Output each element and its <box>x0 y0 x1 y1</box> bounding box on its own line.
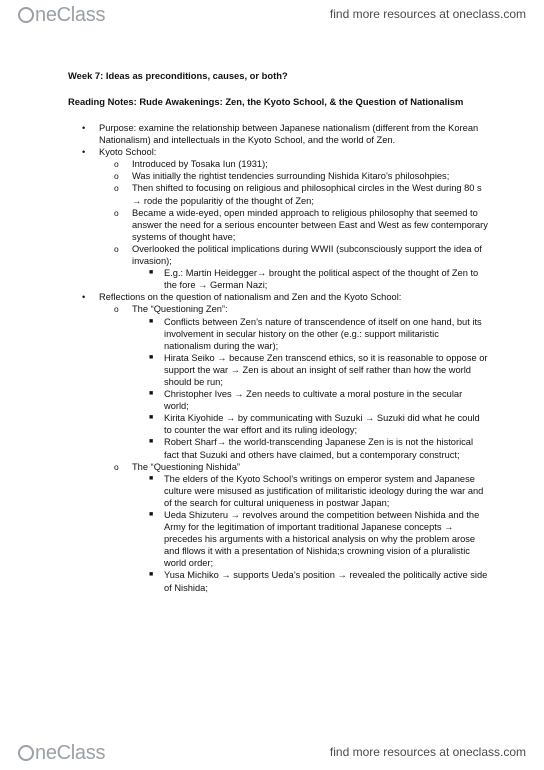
bullet-icon: o <box>114 183 119 194</box>
list-item <box>68 158 488 170</box>
list-item <box>68 569 488 593</box>
oneclass-logo-footer[interactable] <box>18 742 105 764</box>
bullet-icon: ■ <box>149 269 154 277</box>
bullet-icon: o <box>114 207 119 218</box>
list-item-text: Overlooked the political implications during WWII (subconsciously support the idea of invasion); <box>132 243 482 267</box>
list-item <box>68 146 488 158</box>
list-item-text: Was initially the rightist tendencies surrounding Nishida Kitaro’s philosohpies; <box>132 171 450 182</box>
reading-title: Reading Notes: Rude Awakenings: Zen, the Kyoto School, & the Question of Nationalism <box>68 96 464 107</box>
bullet-icon: ■ <box>149 390 154 398</box>
bullet-icon: ■ <box>149 571 154 579</box>
bullet-icon: • <box>82 123 86 133</box>
logo-o-icon <box>18 745 34 761</box>
find-more-resources-link[interactable]: find more resources at oneclass.com <box>329 7 526 21</box>
list-item-text: Conflicts between Zen’s nature of transcendence of itself on one hand, but its involvement in secular history on the other (e.g.: support militaristic nationalism during the war); <box>164 316 482 351</box>
list-item-text: The “Questioning Nishida” <box>132 461 240 472</box>
list-item <box>68 182 488 206</box>
list-item <box>68 473 488 509</box>
page-footer <box>0 736 544 770</box>
list-item-text: Ueda Shizuteru → revolves around the competition between Nishida and the Army for the legitimation of important traditional Japanese concepts → precedes his arguments with a historical analysis on why the problem arose and fllows it with a presentation of Nishida;s crowning vision of a pluralistic world order; <box>164 510 480 569</box>
list-item <box>68 170 488 182</box>
bullet-icon: o <box>114 461 119 472</box>
list-item-text: Introduced by Tosaka Iun (1931); <box>132 159 268 170</box>
bullet-icon: o <box>114 243 119 254</box>
page-header <box>0 0 544 30</box>
logo-o-icon <box>18 7 34 23</box>
bullet-icon: o <box>114 304 119 315</box>
list-item-text: Christopher Ives → Zen needs to cultivate a moral posture in the secular world; <box>164 389 463 412</box>
list-item <box>68 412 488 436</box>
list-item <box>68 461 488 473</box>
bullet-icon: ■ <box>149 353 154 361</box>
list-item <box>68 243 488 267</box>
bullet-icon: • <box>82 292 86 303</box>
list-item-text: E.g.: Martin Heidegger→ brought the political aspect of the thought of Zen to the fore → German Nazi; <box>164 268 479 291</box>
list-item-text: Kirita Kiyohide → by communicating with Suzuki → Suzuki did what he could to counter the war effort and its ruling ideology; <box>164 413 480 436</box>
logo-text: neClass <box>35 741 106 764</box>
list-item-text: Reflections on the question of nationalism and Zen and the Kyoto School: <box>99 292 402 303</box>
list-item-text: Hirata Seiko → because Zen transcend ethics, so it is reasonable to oppose or support the war → Zen is about an insight of self rather than how the world should be run; <box>164 352 488 387</box>
list-item <box>68 436 488 460</box>
oneclass-logo[interactable] <box>18 4 105 26</box>
notes-list <box>68 122 488 594</box>
list-item-text: Purpose: examine the relationship between Japanese nationalism (different from the Korean Nationalism) and intellectuals in the Kyoto School, and the world of Zen. <box>99 123 479 146</box>
list-item <box>68 122 488 146</box>
bullet-icon: ■ <box>149 317 154 325</box>
bullet-icon: ■ <box>149 414 154 422</box>
list-item-text: Then shifted to focusing on religious and philosophical circles in the West during 80 s → rode the popularitiy of the thought of Zen; <box>132 183 482 206</box>
bullet-icon: ■ <box>149 511 154 518</box>
list-item-text: Became a wide-eyed, open minded approach to religious philosophy that seemed to answer the need for a serious encounter between East and West as few contemporary systems of thought have; <box>132 207 488 242</box>
list-item <box>68 291 488 303</box>
list-item <box>68 303 488 315</box>
list-item <box>68 509 488 569</box>
bullet-icon: o <box>114 171 119 182</box>
bullet-icon: o <box>114 159 119 170</box>
list-item <box>68 207 488 243</box>
list-item-text: Kyoto School: <box>99 147 157 158</box>
find-more-resources-link-footer[interactable]: find more resources at oneclass.com <box>329 745 526 759</box>
list-item-text: Robert Sharf→ the world-transcending Japanese Zen is is not the historical fact that Suzuki and others have claimed, but a contemporary construct; <box>164 437 474 460</box>
list-item-text: The elders of the Kyoto School’s writings on emperor system and Japanese culture were misused as justification of militaristic ideology during the war and of the search for cultural uniqueness in postwar Japan; <box>164 473 484 508</box>
list-item <box>68 352 488 388</box>
list-item <box>68 388 488 412</box>
bullet-icon: ■ <box>149 438 154 446</box>
list-item <box>68 267 488 291</box>
week-title: Week 7: Ideas as preconditions, causes, or both? <box>68 70 288 81</box>
list-item-text: The “Questioning Zen”: <box>132 304 228 315</box>
bullet-icon: • <box>82 147 86 158</box>
list-item <box>68 316 488 352</box>
bullet-icon: ■ <box>149 474 154 482</box>
list-item-text: Yusa Michiko → supports Ueda’s position → revealed the politically active side of Nishida; <box>164 570 488 593</box>
logo-text: neClass <box>35 3 106 26</box>
